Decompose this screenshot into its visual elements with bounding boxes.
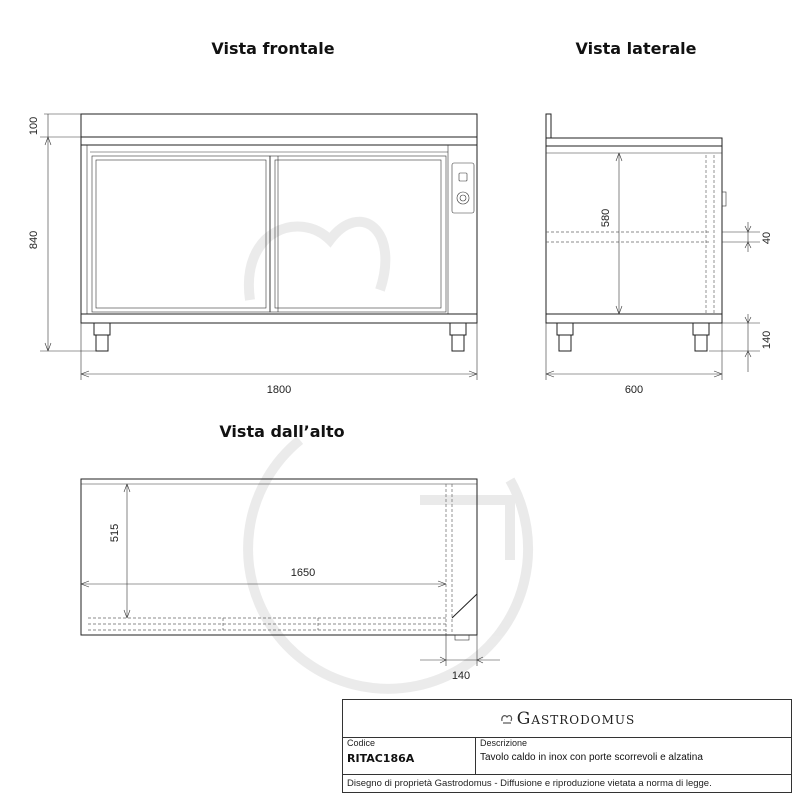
description-label: Descrizione [480,738,528,748]
top-depth-label: 515 [109,523,121,543]
front-height-label: 840 [28,230,40,250]
top-panel-label: 140 [451,670,471,682]
side-shelf-label: 40 [761,231,773,245]
side-view [546,114,773,396]
copyright-notice: Disegno di proprietà Gastrodomus - Diffusione e riproduzione vietata a norma di legge. [347,778,712,789]
front-view-title: Vista frontale [211,39,335,58]
brand-mark-icon [499,711,515,727]
front-upstand-label: 100 [28,116,40,136]
side-depth-label: 600 [624,384,644,396]
description-cell [476,737,791,774]
code-label: Codice [347,738,376,748]
brand-name: Gastrodomus [516,708,636,729]
top-view-title: Vista dall’alto [219,422,345,441]
side-view-title: Vista laterale [575,39,697,58]
watermark-logo [248,222,528,689]
title-block-info-row [343,737,791,775]
side-inner-label: 580 [600,208,612,228]
brand-logo [343,700,791,738]
side-legs-label: 140 [761,330,773,350]
front-width-label: 1800 [266,384,292,396]
top-width-label: 1650 [290,567,316,579]
code-value: RITAC186A [347,752,415,765]
description-value: Tavolo caldo in inox con porte scorrevoli e alzatina [480,752,703,763]
title-block [342,699,792,793]
code-cell [343,737,476,774]
